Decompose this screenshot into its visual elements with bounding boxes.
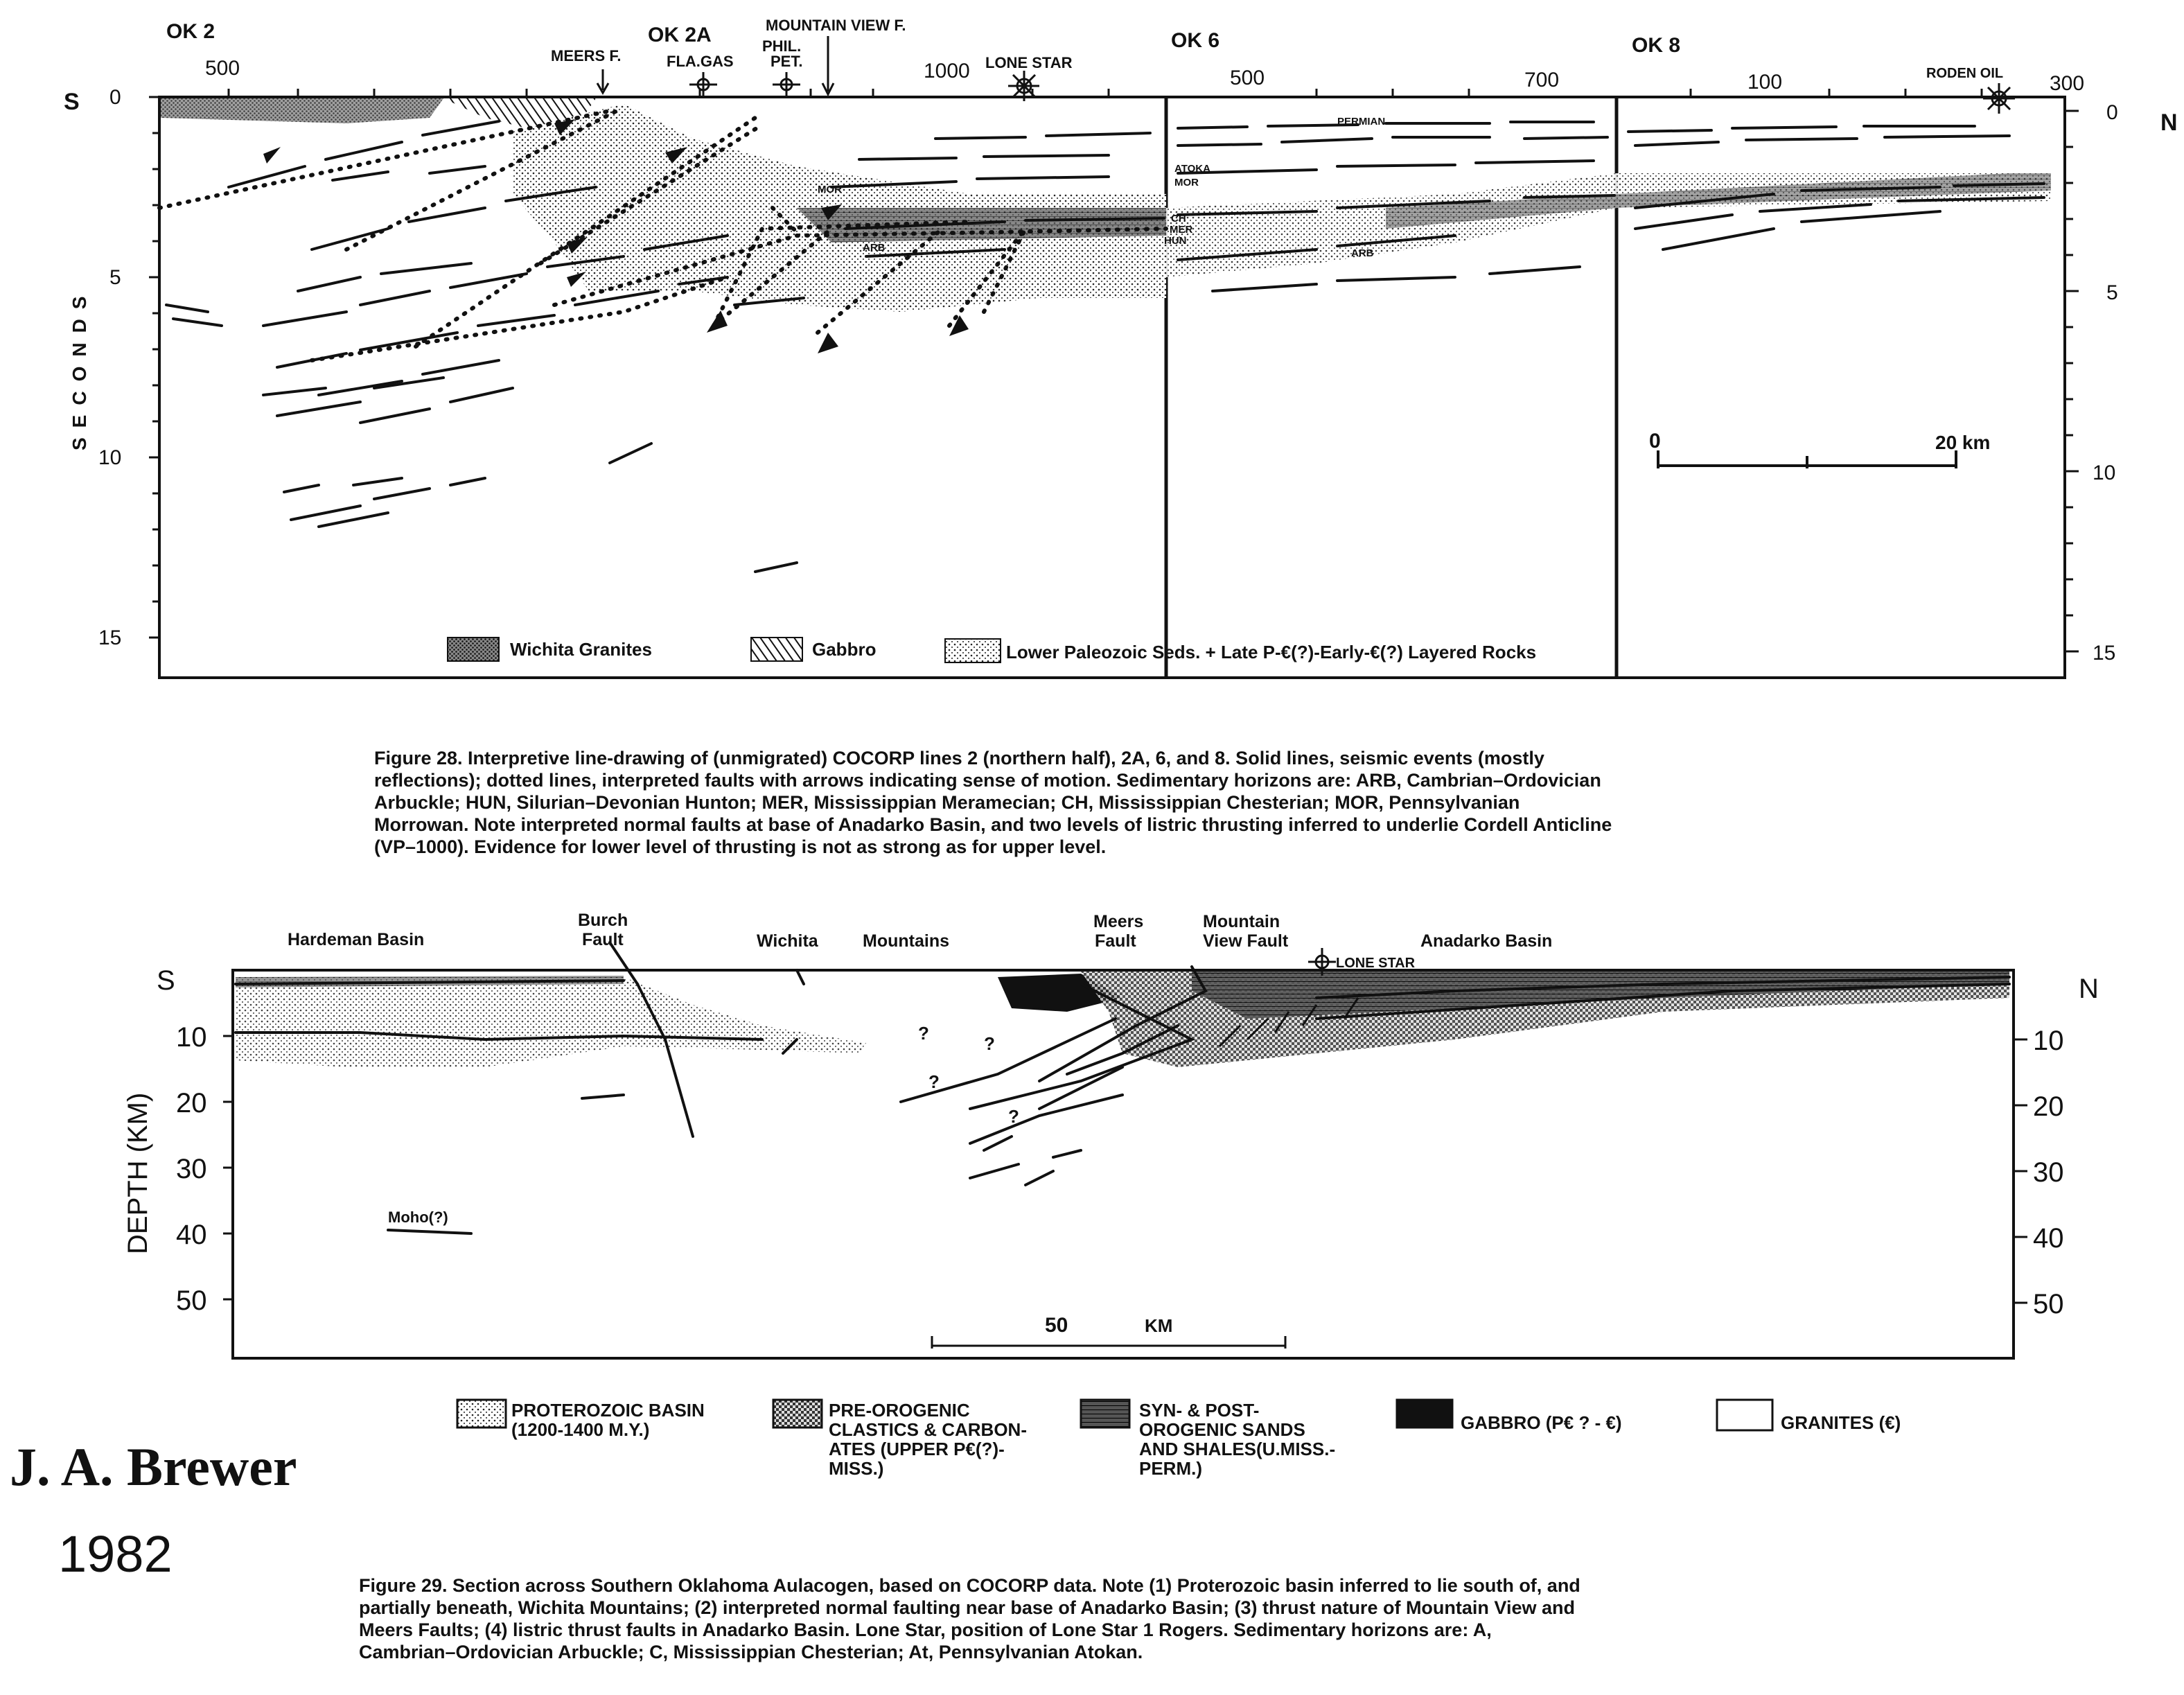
label-meers-fault: MEERS F. <box>551 47 622 64</box>
horizon-mer: MER <box>1170 224 1193 236</box>
fig29-ytick-right-20: 20 <box>2033 1091 2064 1122</box>
horizon-permian: PERMIAN <box>1337 116 1386 128</box>
figure-28 <box>64 17 2178 678</box>
fig29-ytick-left-30: 30 <box>176 1154 207 1184</box>
fig28-scale-bar <box>1649 430 1990 468</box>
vp-100: 100 <box>1747 71 1783 94</box>
granite-fill <box>161 98 443 123</box>
scale-zero: 0 <box>1649 430 1661 453</box>
arrow-icon <box>707 310 728 333</box>
label-burch: Burch <box>578 911 628 930</box>
label-ok2a: OK 2A <box>648 24 712 46</box>
fig28-ytick-right-5: 5 <box>2106 281 2118 304</box>
label-mountains: Mountains <box>863 931 949 951</box>
legend-swatch-granites-29 <box>1717 1400 1772 1430</box>
proterozoic-basin-fill <box>236 977 866 1067</box>
fig29-yaxis-label: DEPTH (KM) <box>123 1092 153 1254</box>
legend-pre-orogenic-1: PRE-OROGENIC <box>829 1400 970 1421</box>
legend-gabbro-29: GABBRO (P€ ? - €) <box>1461 1412 1622 1433</box>
vp-300: 300 <box>2050 72 2085 95</box>
label-roden-oil: RODEN OIL <box>1926 66 2004 81</box>
legend-syn-post-1: SYN- & POST- <box>1139 1400 1260 1421</box>
fig29-right-axis <box>2014 1039 2027 1303</box>
fig28-caption-line: Figure 28. Interpretive line-drawing of (unmigrated) COCORP lines 2 (northern half), 2A, 6, and 8. Solid lines, seismic events (mostly <box>374 748 1544 769</box>
fig29-left-axis <box>223 1036 233 1299</box>
fig28-caption-line: Arbuckle; HUN, Silurian–Devonian Hunton; MER, Mississippian Meramecian; CH, Mississippian Chesterian; MOR, Pennsylvanian <box>374 792 1520 813</box>
vp-500-a: 500 <box>205 57 240 80</box>
label-meers-fault-29: Fault <box>1095 931 1136 951</box>
fig28-ytick-right-0: 0 <box>2106 101 2118 124</box>
fla-gas-well-icon <box>689 72 717 96</box>
fig28-ytick-left-0: 0 <box>109 86 121 109</box>
fig29-scale-bar <box>932 1314 1285 1349</box>
fig29-caption-line: Meers Faults; (4) listric thrust faults in Anadarko Basin. Lone Star, position of Lone Star 1 Rogers. Sedimentary horizons are: A, <box>359 1619 1492 1640</box>
fig29-ytick-left-20: 20 <box>176 1088 207 1118</box>
fig28-ytick-right-10: 10 <box>2093 462 2116 484</box>
publication-year: 1982 <box>58 1525 173 1583</box>
legend-granites-29: GRANITES (€) <box>1781 1412 1901 1433</box>
legend-swatch-syn-post-orogenic <box>1081 1400 1129 1428</box>
label-ok8: OK 8 <box>1632 34 1681 57</box>
fig29-north-label: N <box>2079 974 2099 1004</box>
fig28-ytick-left-10: 10 <box>98 446 122 469</box>
vp-500-b: 500 <box>1230 67 1265 89</box>
legend-swatch-proterozoic <box>457 1400 506 1428</box>
legend-swatch-pre-orogenic <box>773 1400 822 1428</box>
fig28-south-label: S <box>64 89 80 115</box>
question-mark-1: ? <box>918 1023 929 1044</box>
fig28-ytick-right-15: 15 <box>2093 642 2116 665</box>
fig28-ytick-left-5: 5 <box>109 266 121 289</box>
label-ok6: OK 6 <box>1171 29 1220 52</box>
fig29-south-label: S <box>157 965 175 996</box>
legend-pre-orogenic-4: MISS.) <box>829 1458 884 1479</box>
horizon-atoka: ATOKA <box>1174 163 1210 175</box>
horizon-arb-ok6: ARB <box>1351 247 1374 259</box>
arrow-icon <box>949 315 969 336</box>
fig29-ytick-right-30: 30 <box>2033 1157 2064 1188</box>
fig29-caption-line: Figure 29. Section across Southern Oklahoma Aulacogen, based on COCORP data. Note (1) Proterozoic basin inferred to lie south of, and <box>359 1575 1580 1596</box>
fig29-caption <box>359 1574 1580 1663</box>
label-lone-star-well: LONE STAR <box>985 54 1073 71</box>
legend-lower-paleozoic: Lower Paleozoic Seds. + Late P-€(?)-Early-€(?) Layered Rocks <box>1006 642 1537 662</box>
legend-swatch-lower-paleozoic <box>945 639 1001 662</box>
label-wichita: Wichita <box>757 931 818 951</box>
fig29-ytick-right-10: 10 <box>2033 1026 2064 1056</box>
horizon-mor-ok2a: MOR <box>818 184 842 195</box>
fig28-caption-line: reflections); dotted lines, interpreted faults with arrows indicating sense of motion. Sedimentary horizons are: ARB, Cambrian–Ordovician <box>374 770 1601 791</box>
label-fla-gas: FLA.GAS <box>667 53 734 70</box>
horizon-arb-ok2a: ARB <box>863 242 886 254</box>
legend-proterozoic-2: (1200-1400 M.Y.) <box>511 1419 650 1440</box>
scale-20km: 20 km <box>1935 432 1991 453</box>
label-meers: Meers <box>1093 912 1144 931</box>
scale-km: KM <box>1145 1315 1173 1336</box>
fig28-ytick-left-15: 15 <box>98 626 122 649</box>
label-pet: PET. <box>770 53 803 70</box>
legend-proterozoic-1: PROTEROZOIC BASIN <box>511 1400 705 1421</box>
label-burch-fault: Fault <box>582 930 624 949</box>
fig28-north-label: N <box>2160 109 2178 136</box>
horizon-ch: CH <box>1171 213 1186 225</box>
fig29-ytick-right-50: 50 <box>2033 1289 2064 1319</box>
lone-star-well-icon <box>1008 71 1039 101</box>
question-mark-3: ? <box>928 1071 940 1092</box>
legend-pre-orogenic-2: CLASTICS & CARBON- <box>829 1419 1027 1440</box>
label-phil: PHIL. <box>762 37 802 55</box>
mountain-view-fault-arrow-icon <box>822 36 834 94</box>
legend-granites: Wichita Granites <box>510 639 652 660</box>
horizon-mor-ok6: MOR <box>1174 177 1199 188</box>
legend-swatch-gabbro-29 <box>1397 1400 1452 1428</box>
fig28-yaxis-label: SECONDS <box>69 286 90 450</box>
vp-1000: 1000 <box>924 60 970 82</box>
horizon-hun: HUN <box>1164 235 1187 247</box>
label-moho: Moho(?) <box>388 1209 448 1226</box>
author-name: J. A. Brewer <box>10 1437 297 1497</box>
fig29-caption-line: Cambrian–Ordovician Arbuckle; C, Mississippian Chesterian; At, Pennsylvanian Atokan. <box>359 1642 1143 1662</box>
legend-pre-orogenic-3: ATES (UPPER P€(?)- <box>829 1439 1005 1459</box>
legend-syn-post-2: OROGENIC SANDS <box>1139 1419 1305 1440</box>
scale-50: 50 <box>1045 1314 1068 1337</box>
fig28-caption-line: Morrowan. Note interpreted normal faults at base of Anadarko Basin, and two levels of listric thrusting inferred to underlie Cordell Anticline <box>374 814 1612 835</box>
label-lone-star-29: LONE STAR <box>1336 956 1416 971</box>
label-anadarko-basin: Anadarko Basin <box>1420 931 1553 951</box>
question-mark-4: ? <box>1008 1106 1019 1127</box>
phil-pet-well-icon <box>773 72 800 96</box>
fig28-left-axis <box>149 97 159 638</box>
legend-gabbro: Gabbro <box>812 639 877 660</box>
figure-29 <box>123 911 2099 1479</box>
fig29-caption-line: partially beneath, Wichita Mountains; (2) interpreted normal faulting near base of Anadarko Basin; (3) thrust nature of Mountain View and <box>359 1597 1575 1618</box>
vp-700: 700 <box>1524 69 1560 91</box>
legend-syn-post-3: AND SHALES(U.MISS.- <box>1139 1439 1336 1459</box>
fig29-legend <box>457 1400 1901 1479</box>
arrow-icon <box>818 333 838 353</box>
fig29-ytick-left-10: 10 <box>176 1022 207 1053</box>
label-hardeman-basin: Hardeman Basin <box>288 930 425 949</box>
fig28-legend <box>448 638 1536 662</box>
arrow-icon <box>263 147 281 164</box>
fig29-ytick-left-50: 50 <box>176 1285 207 1316</box>
fig28-caption <box>374 747 1612 858</box>
label-view-fault: View Fault <box>1203 931 1289 951</box>
fig28-caption-line: (VP–1000). Evidence for lower level of thrusting is not as strong as for upper level. <box>374 836 1107 857</box>
label-mountain-view-fault: MOUNTAIN VIEW F. <box>766 17 906 34</box>
fig29-ytick-left-40: 40 <box>176 1220 207 1250</box>
legend-syn-post-4: PERM.) <box>1139 1458 1202 1479</box>
roden-oil-well-icon <box>1983 83 2015 114</box>
fig29-ytick-right-40: 40 <box>2033 1223 2064 1254</box>
question-mark-2: ? <box>984 1033 995 1054</box>
legend-swatch-granites <box>448 638 499 661</box>
label-mountain: Mountain <box>1203 912 1280 931</box>
label-ok2: OK 2 <box>166 20 215 43</box>
meers-fault-arrow-icon <box>597 69 608 93</box>
fig28-right-axis <box>2065 111 2079 651</box>
legend-swatch-gabbro <box>751 638 802 661</box>
